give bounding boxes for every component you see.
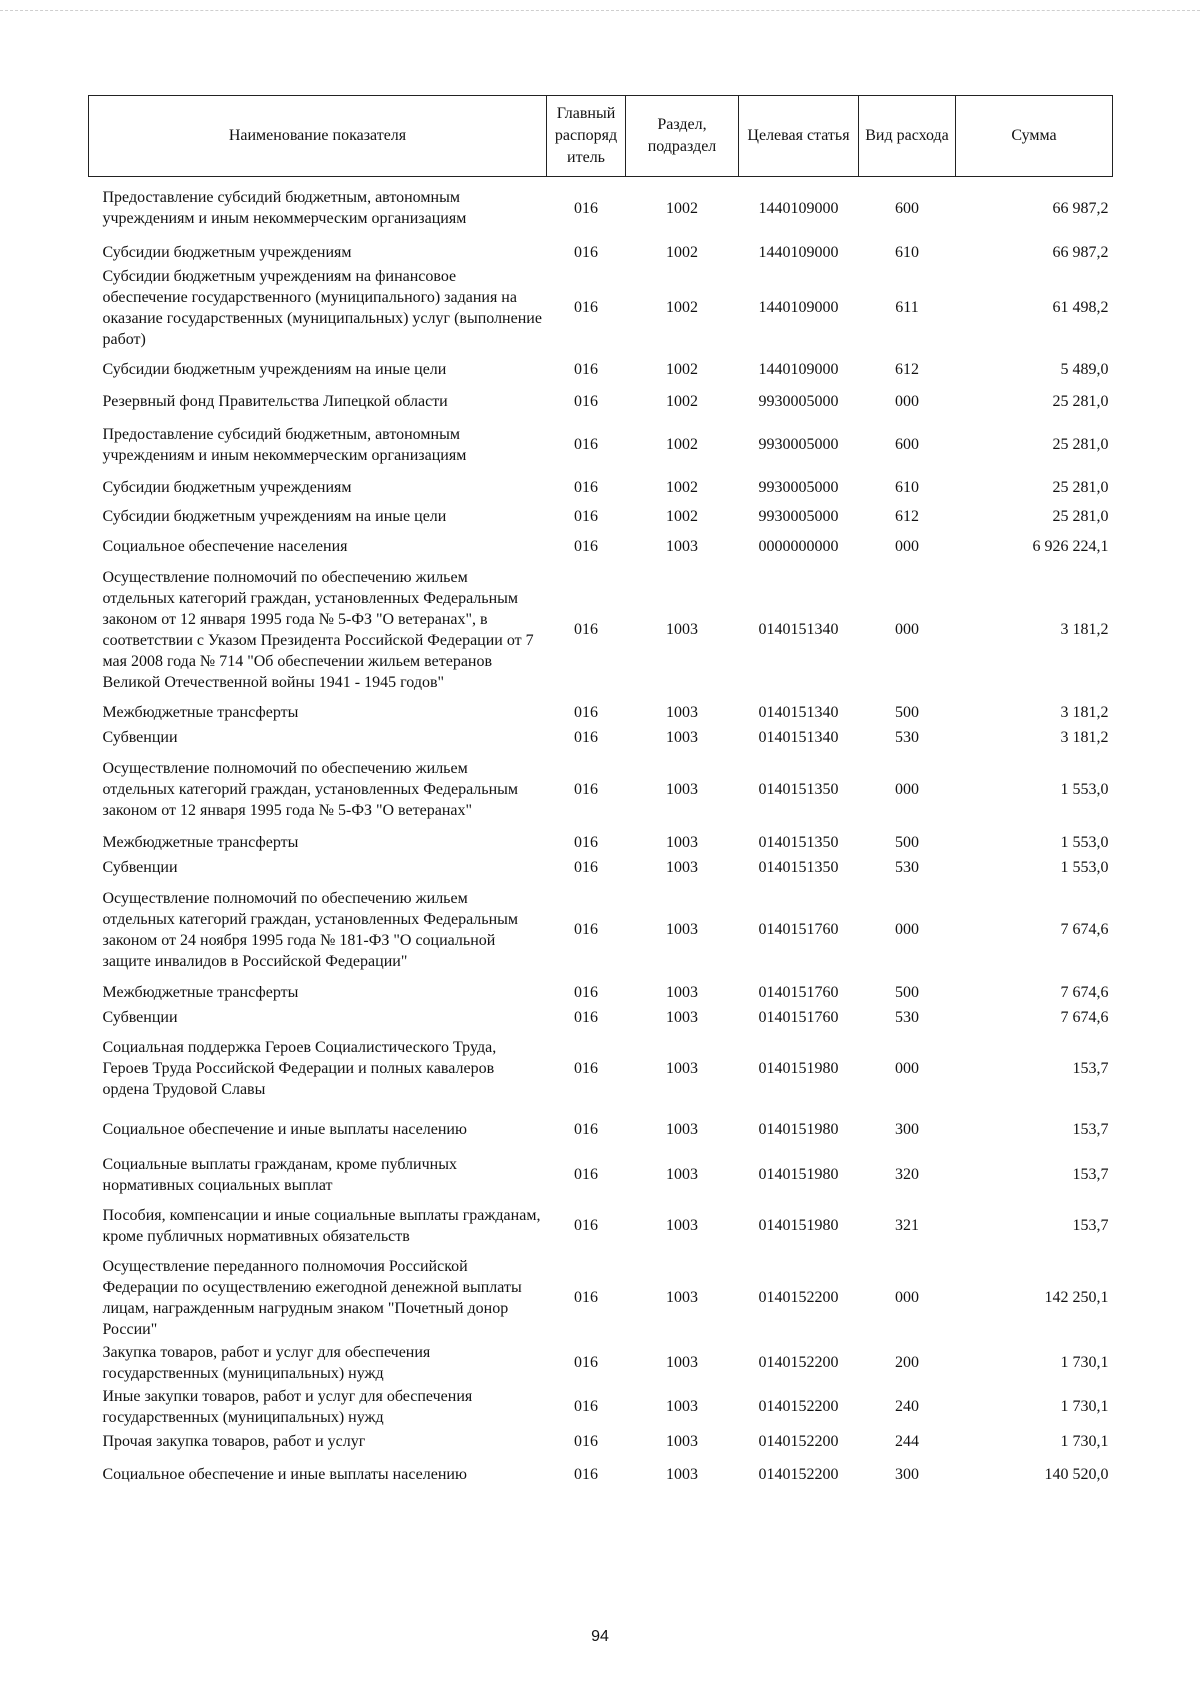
- row-target-article: 0140152200: [758, 1289, 839, 1306]
- row-name: Социальная поддержка Героев Социалистического Труда, Героев Труда Российской Федерации и полных кавалеров ордена Трудовой Славы: [102, 1038, 497, 1098]
- row-expense-type: 000: [895, 538, 919, 555]
- row-razdel: 1003: [666, 1289, 698, 1306]
- header-grbs: Главный распоряд итель: [547, 96, 626, 177]
- table-row: [89, 855, 1113, 880]
- table-row: [89, 750, 1113, 830]
- table-row: [89, 1385, 1113, 1429]
- table-row: [89, 1197, 1113, 1255]
- row-sum: 5 489,0: [1060, 361, 1109, 378]
- header-sum: Сумма: [956, 96, 1113, 177]
- header-row: [89, 96, 1113, 177]
- row-name: Субсидии бюджетным учреждениям на финансовое обеспечение государственного (муниципального) задания на оказание государственных (муниципальных) услуг (выполнение работ): [102, 267, 542, 348]
- row-razdel: 1003: [666, 621, 698, 638]
- row-expense-type: 600: [895, 436, 919, 453]
- row-expense-type: 500: [895, 983, 919, 1001]
- row-razdel: 1003: [666, 833, 698, 851]
- row-target-article: 9930005000: [758, 393, 839, 410]
- table-row: [89, 1455, 1113, 1495]
- table-row: [89, 1153, 1113, 1197]
- row-target-article: 0140151760: [758, 983, 839, 1001]
- row-sum: 3 181,2: [1060, 728, 1109, 746]
- table-row: [89, 1107, 1113, 1153]
- row-sum: 66 987,2: [1052, 199, 1109, 217]
- table-row: [89, 351, 1113, 389]
- row-razdel: 1002: [666, 393, 698, 410]
- table-row: [89, 700, 1113, 725]
- row-target-article: 9930005000: [758, 478, 839, 496]
- row-razdel: 1003: [666, 781, 698, 798]
- row-target-article: 1440109000: [758, 361, 839, 378]
- row-target-article: 0140152200: [758, 1466, 839, 1483]
- row-razdel: 1002: [666, 436, 698, 453]
- row-sum: 1 730,1: [1060, 1354, 1109, 1371]
- row-expense-type: 530: [895, 728, 919, 746]
- row-sum: 7 674,6: [1060, 983, 1109, 1001]
- row-name: Межбюджетные трансферты: [102, 983, 299, 1001]
- row-expense-type: 000: [895, 781, 919, 798]
- row-razdel: 1003: [666, 1466, 698, 1483]
- row-sum: 25 281,0: [1052, 508, 1109, 525]
- row-target-article: 1440109000: [758, 243, 839, 261]
- row-target-article: 0140151760: [758, 921, 839, 938]
- row-target-article: 1440109000: [758, 199, 839, 217]
- document-page: [88, 95, 1112, 1495]
- row-grbs: 016: [574, 1433, 598, 1450]
- row-grbs: 016: [574, 478, 598, 496]
- row-razdel: 1002: [666, 508, 698, 525]
- row-target-article: 0140151340: [758, 703, 839, 721]
- row-name: Предоставление субсидий бюджетным, автономным учреждениям и иным некоммерческим организациям: [102, 189, 467, 228]
- header-cs: Целевая статья: [739, 96, 859, 177]
- row-sum: 142 250,1: [1044, 1289, 1109, 1306]
- row-grbs: 016: [574, 393, 598, 410]
- row-name: Субвенции: [102, 1008, 178, 1026]
- row-expense-type: 200: [895, 1354, 919, 1371]
- row-grbs: 016: [574, 1398, 598, 1415]
- row-razdel: 1003: [666, 983, 698, 1001]
- row-name: Прочая закупка товаров, работ и услуг: [102, 1433, 366, 1450]
- row-target-article: 0140151980: [758, 1217, 839, 1234]
- table-row: [89, 1429, 1113, 1455]
- row-grbs: 016: [574, 1008, 598, 1026]
- row-grbs: 016: [574, 361, 598, 378]
- row-razdel: 1002: [666, 361, 698, 378]
- row-expense-type: 320: [895, 1166, 919, 1183]
- row-name: Социальные выплаты гражданам, кроме публичных нормативных социальных выплат: [102, 1155, 457, 1194]
- row-razdel: 1003: [666, 921, 698, 938]
- row-expense-type: 321: [895, 1217, 919, 1234]
- row-expense-type: 530: [895, 1008, 919, 1026]
- row-name: Субсидии бюджетным учреждениям на иные цели: [102, 508, 447, 525]
- row-target-article: 0140151980: [758, 1059, 839, 1077]
- table-row: [89, 1030, 1113, 1107]
- table-header: [89, 96, 1113, 177]
- row-razdel: 1003: [666, 728, 698, 746]
- row-sum: 3 181,2: [1060, 703, 1109, 721]
- row-expense-type: 600: [895, 199, 919, 217]
- row-razdel: 1002: [666, 243, 698, 261]
- row-target-article: 0140151350: [758, 781, 839, 798]
- row-razdel: 1003: [666, 858, 698, 876]
- row-expense-type: 244: [895, 1433, 919, 1450]
- row-grbs: 016: [574, 508, 598, 525]
- row-razdel: 1003: [666, 1217, 698, 1234]
- row-grbs: 016: [574, 1466, 598, 1483]
- row-sum: 3 181,2: [1060, 621, 1109, 638]
- row-sum: 140 520,0: [1044, 1466, 1109, 1483]
- row-name: Межбюджетные трансферты: [102, 703, 299, 721]
- row-name: Иные закупки товаров, работ и услуг для обеспечения государственных (муниципальных) нужд: [102, 1387, 473, 1426]
- row-name: Социальное обеспечение населения: [102, 538, 348, 555]
- row-sum: 153,7: [1072, 1166, 1109, 1183]
- table-row: [89, 415, 1113, 475]
- row-expense-type: 530: [895, 858, 919, 876]
- row-name: Субсидии бюджетным учреждениям: [102, 478, 352, 496]
- row-sum: 1 553,0: [1060, 781, 1109, 798]
- table-body: [89, 177, 1113, 1495]
- row-razdel: 1003: [666, 1354, 698, 1371]
- row-razdel: 1003: [666, 1398, 698, 1415]
- row-expense-type: 240: [895, 1398, 919, 1415]
- table-row: [89, 725, 1113, 750]
- table-row: [89, 560, 1113, 700]
- row-razdel: 1003: [666, 1121, 698, 1138]
- header-name: Наименование показателя: [89, 96, 547, 177]
- row-target-article: 0140152200: [758, 1398, 839, 1415]
- row-sum: 25 281,0: [1052, 478, 1109, 496]
- row-expense-type: 610: [895, 478, 919, 496]
- row-target-article: 9930005000: [758, 508, 839, 525]
- row-sum: 25 281,0: [1052, 436, 1109, 453]
- row-target-article: 9930005000: [758, 436, 839, 453]
- row-target-article: 0140151340: [758, 621, 839, 638]
- row-expense-type: 000: [895, 921, 919, 938]
- row-expense-type: 612: [895, 361, 919, 378]
- row-sum: 153,7: [1072, 1217, 1109, 1234]
- row-razdel: 1003: [666, 1433, 698, 1450]
- row-sum: 66 987,2: [1052, 243, 1109, 261]
- row-target-article: 0140151350: [758, 858, 839, 876]
- row-grbs: 016: [574, 1121, 598, 1138]
- row-grbs: 016: [574, 538, 598, 555]
- row-razdel: 1002: [666, 299, 698, 316]
- row-razdel: 1003: [666, 1008, 698, 1026]
- row-grbs: 016: [574, 833, 598, 851]
- table-row: [89, 1255, 1113, 1341]
- table-row: [89, 1005, 1113, 1030]
- row-grbs: 016: [574, 299, 598, 316]
- row-name: Резервный фонд Правительства Липецкой области: [102, 393, 448, 410]
- header-razdel: Раздел, подраздел: [626, 96, 739, 177]
- header-vr: Вид расхода: [859, 96, 956, 177]
- row-grbs: 016: [574, 1166, 598, 1183]
- row-expense-type: 610: [895, 243, 919, 261]
- row-name: Осуществление полномочий по обеспечению жильем отдельных категорий граждан, установленных Федеральным законом от 12 января 1995 года № 5-ФЗ "О ветеранах": [102, 760, 519, 819]
- row-name: Субвенции: [102, 858, 178, 876]
- row-sum: 153,7: [1072, 1121, 1109, 1138]
- row-expense-type: 300: [895, 1121, 919, 1138]
- row-razdel: 1002: [666, 478, 698, 496]
- row-sum: 61 498,2: [1052, 299, 1109, 316]
- row-name: Закупка товаров, работ и услуг для обеспечения государственных (муниципальных) нужд: [102, 1343, 431, 1382]
- table-row: [89, 500, 1113, 534]
- row-target-article: 0140151350: [758, 833, 839, 851]
- row-grbs: 016: [574, 728, 598, 746]
- row-target-article: 0000000000: [758, 538, 839, 555]
- table-row: [89, 475, 1113, 500]
- row-name: Осуществление переданного полномочия Российской Федерации по осуществлению ежегодной денежной выплаты лицам, награжденным нагрудным знаком "Почетный донор России": [102, 1257, 522, 1338]
- table-row: [89, 534, 1113, 560]
- row-grbs: 016: [574, 983, 598, 1001]
- row-grbs: 016: [574, 436, 598, 453]
- row-expense-type: 000: [895, 393, 919, 410]
- row-grbs: 016: [574, 1059, 598, 1077]
- row-expense-type: 000: [895, 1059, 919, 1077]
- row-name: Социальное обеспечение и иные выплаты населению: [102, 1466, 467, 1483]
- row-target-article: 1440109000: [758, 299, 839, 316]
- table-row: [89, 980, 1113, 1005]
- row-razdel: 1002: [666, 199, 698, 217]
- row-grbs: 016: [574, 243, 598, 261]
- row-grbs: 016: [574, 1217, 598, 1234]
- row-grbs: 016: [574, 1289, 598, 1306]
- table-row: [89, 265, 1113, 351]
- table-row: [89, 177, 1113, 240]
- row-expense-type: 000: [895, 1289, 919, 1306]
- row-target-article: 0140151340: [758, 728, 839, 746]
- scan-edge-line: [0, 10, 1200, 11]
- row-sum: 25 281,0: [1052, 393, 1109, 410]
- row-razdel: 1003: [666, 1166, 698, 1183]
- row-sum: 7 674,6: [1060, 921, 1109, 938]
- row-expense-type: 611: [895, 299, 919, 316]
- row-name: Субсидии бюджетным учреждениям: [102, 243, 352, 261]
- row-grbs: 016: [574, 921, 598, 938]
- row-grbs: 016: [574, 703, 598, 721]
- page-number: 94: [591, 1628, 609, 1645]
- table-row: [89, 389, 1113, 415]
- row-target-article: 0140151980: [758, 1121, 839, 1138]
- row-name: Осуществление полномочий по обеспечению жильем отдельных категорий граждан, установленных Федеральным законом от 24 ноября 1995 года № 181-ФЗ "О социальной защите инвалидов в Российской Федерации": [102, 889, 519, 970]
- row-name: Межбюджетные трансферты: [102, 833, 299, 851]
- row-target-article: 0140151980: [758, 1166, 839, 1183]
- row-name: Осуществление полномочий по обеспечению жильем отдельных категорий граждан, установленных Федеральным законом от 12 января 1995 года № 5-ФЗ "О ветеранах", в соответствии с Указом Президента Российской Федерации от 7 мая 2008 года № 714 "Об обеспечении жильем ветеранов Великой Отечественной войны 1941 - 1945 годов": [102, 568, 534, 691]
- row-sum: 1 553,0: [1060, 833, 1109, 851]
- row-name: Субсидии бюджетным учреждениям на иные цели: [102, 361, 447, 378]
- row-razdel: 1003: [666, 1059, 698, 1077]
- row-name: Предоставление субсидий бюджетным, автономным учреждениям и иным некоммерческим организациям: [102, 425, 467, 464]
- table-row: [89, 240, 1113, 265]
- row-grbs: 016: [574, 199, 598, 217]
- row-razdel: 1003: [666, 538, 698, 555]
- row-target-article: 0140152200: [758, 1354, 839, 1371]
- row-name: Субвенции: [102, 728, 178, 746]
- table-row: [89, 830, 1113, 855]
- row-sum: 1 730,1: [1060, 1398, 1109, 1415]
- row-expense-type: 612: [895, 508, 919, 525]
- row-name: Социальное обеспечение и иные выплаты населению: [102, 1121, 467, 1138]
- row-sum: 6 926 224,1: [1032, 538, 1109, 555]
- row-expense-type: 500: [895, 833, 919, 851]
- row-expense-type: 300: [895, 1466, 919, 1483]
- row-grbs: 016: [574, 781, 598, 798]
- row-sum: 153,7: [1072, 1059, 1109, 1077]
- row-name: Пособия, компенсации и иные социальные выплаты гражданам, кроме публичных нормативных обязательств: [102, 1206, 541, 1245]
- row-grbs: 016: [574, 621, 598, 638]
- row-sum: 7 674,6: [1060, 1008, 1109, 1026]
- row-sum: 1 730,1: [1060, 1433, 1109, 1450]
- row-sum: 1 553,0: [1060, 858, 1109, 876]
- row-expense-type: 500: [895, 703, 919, 721]
- row-target-article: 0140152200: [758, 1433, 839, 1450]
- row-grbs: 016: [574, 1354, 598, 1371]
- table-row: [89, 1341, 1113, 1385]
- table-row: [89, 880, 1113, 980]
- row-grbs: 016: [574, 858, 598, 876]
- row-target-article: 0140151760: [758, 1008, 839, 1026]
- row-expense-type: 000: [895, 621, 919, 638]
- budget-table: [88, 95, 1113, 1495]
- row-razdel: 1003: [666, 703, 698, 721]
